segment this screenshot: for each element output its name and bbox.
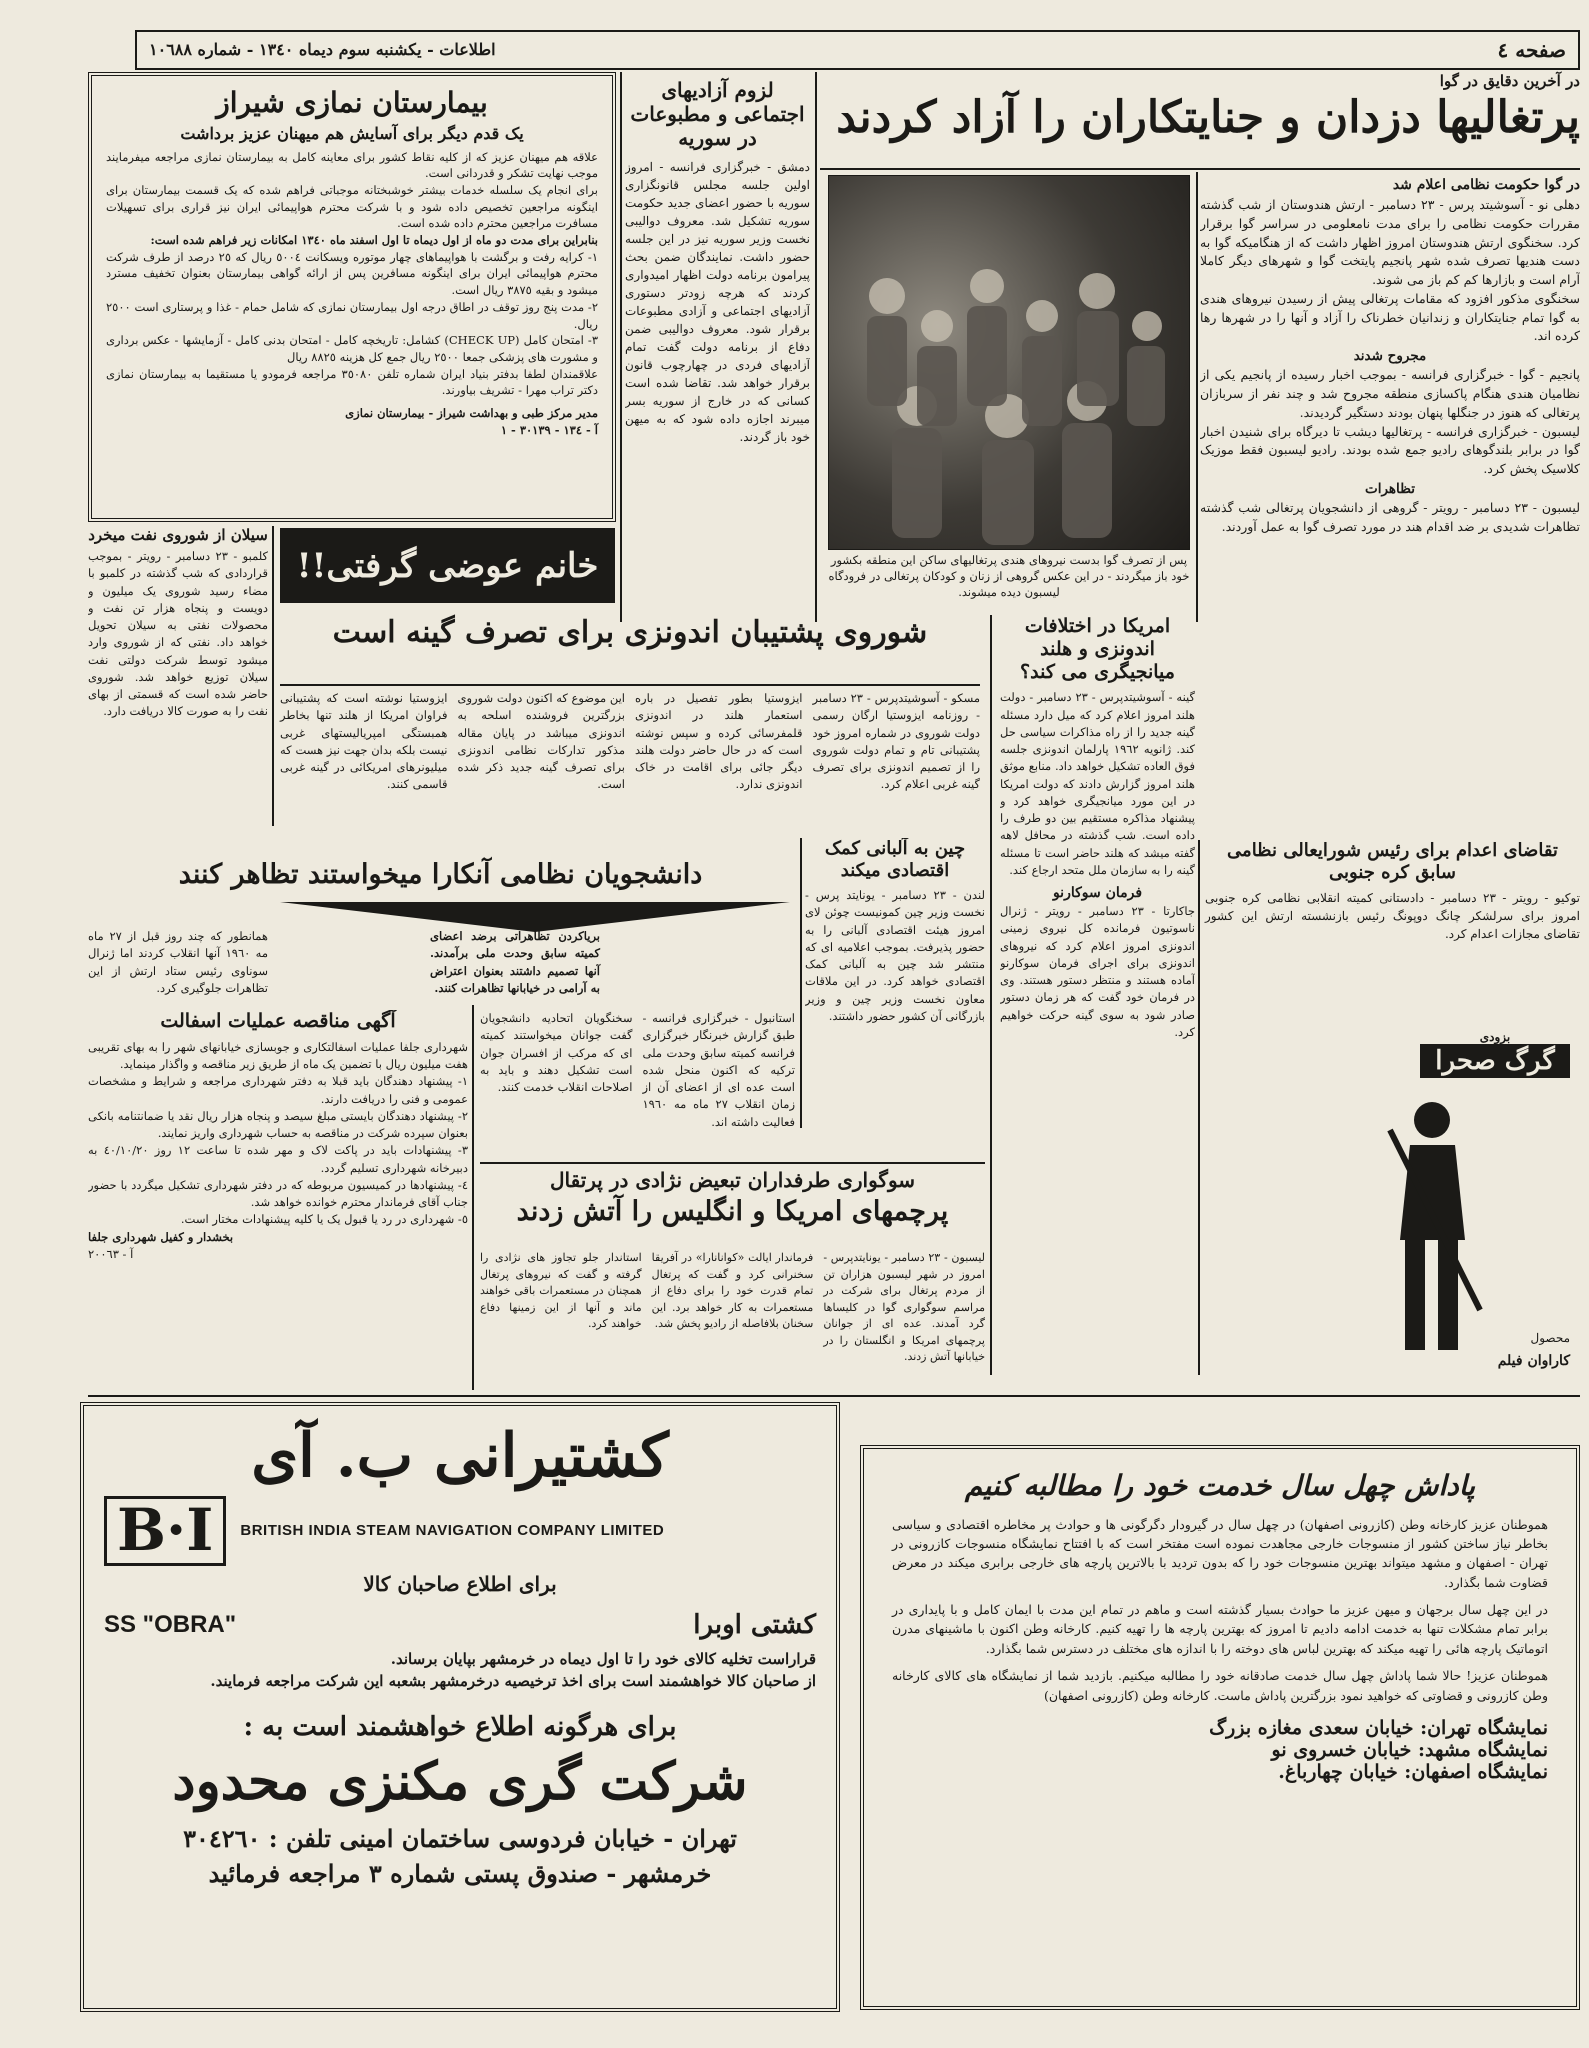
students-article	[480, 1010, 795, 1160]
ceylon-article	[88, 526, 268, 821]
hospital-title: بیمارستان نمازی شیراز	[216, 86, 488, 119]
movie-soon: بزودی	[1479, 1030, 1511, 1044]
hospital-p6: ٣- امتحان کامل (CHECK UP) کشامل: تاریخچه کامل - امتحان بدنی کامل - آزمایشها - عکس برداری و مشورت های پزشکی جمعا ٢٥٠٠ ریال جمع کل هزینه ٨٨٢٥ ریال	[106, 333, 598, 364]
portugal-headline-2: پرچمهای امریکا و انگلیس را آتش زدند	[516, 1196, 949, 1227]
america-text-2: جاکارتا - ۲۳ دسامبر - رویتر - ژنرال ناسوتیون فرمانده کل نیروی زمینی اندونزی امروز اعلام کرد که نیروهای اندونزی برای اجرای فرمان سوکارنو آماده هستند و منتظر دستور هستند. وی در فرمان خود گفت که هر زمان دستور صادر شود به سوی گینه حرکت خواهیم کرد.	[1000, 904, 1195, 1039]
movie-title: گرگ صحرا	[1420, 1044, 1570, 1078]
kazerooni-showroom-tehran: نمایشگاه تهران: خیابان سعدی مغازه بزرگ	[1209, 1716, 1548, 1739]
kazerooni-title: پاداش چهل سال خدمت خود را مطالبه کنیم	[964, 1469, 1476, 1502]
execution-article	[1205, 840, 1580, 1020]
goa-headline: پرتغالیها دزدان و جنایتکاران را آزاد کردند	[836, 92, 1580, 143]
bi-logo: B·I	[104, 1496, 226, 1566]
rule	[280, 684, 980, 686]
hospital-p3: بنابراین برای مدت دو ماه از اول دیماه تا اول اسفند ماه ١٣٤٠ امکانات زیر فراهم شده است:	[150, 233, 598, 248]
rule	[800, 838, 802, 1128]
kazerooni-showrooms	[892, 1717, 1548, 1783]
dateline: اطلاعات - یکشنبه سوم دیماه ١٣٤٠ - شماره ١٠٦٨٨	[149, 40, 496, 59]
bi-shipping-ad	[80, 1402, 840, 2012]
goa-subhead-martial-law: در گوا حکومت نظامی اعلام شد	[1392, 177, 1580, 193]
indonesia-col-3: این موضوع که اکنون دولت شوروی بزرگترین فروشنده اسلحه به اندونزی میباشد در پایان مقاله مذکور تدارکات نظامی اندونزی برای تصرف گینه جدید ذکر شده است.	[457, 691, 625, 792]
rule	[815, 72, 817, 622]
asphalt-p1: شهرداری جلفا عملیات اسفالتکاری و جوبسازی خیابانهای شهر را به بهای تقریبی هفت میلیون ریال با تضمین یک ماه از طریق زیر مناقصه و واگذار مینماید.	[88, 1039, 468, 1072]
rule	[480, 1162, 985, 1164]
ceylon-text: کلمبو - ۲۳ دسامبر - رویتر - بموجب قراردادی که شب گذشته در کلمبو با مضاء رسید شوروی یک میلیون و دویست و پنجاه هزار تن نفت و محصولات نفتی به سیلان تحویل خواهد داد. نفتی که از شوروی وارد میشود توسط شرکت دولتی نفت سیلان توزیع خواهد شد. شوروی حاضر شده است که قسمتی از بهای نفت را به صورت کالا دریافت دارد.	[88, 549, 268, 719]
ceylon-headline: سیلان از شوروی نفت میخرد	[88, 526, 268, 544]
bi-contact-intro: برای هرگونه اطلاع خواهشمند است به :	[243, 1711, 677, 1742]
kazerooni-p3: هموطنان عزیز! حالا شما پاداش چهل سال خدمت صادقانه خود را مطالبه میکنیم. بازدید شما از نمایشگاه های کالای کارخانه وطن کازرونی و قضاوتی که خواهید نمود بزرگترین پاداش ماست. کارخانه وطن (کازرونی اصفهان)	[892, 1668, 1548, 1703]
indonesia-article	[280, 690, 980, 835]
students-headline: دانشجویان نظامی آنکارا میخواستند تظاهر کنند	[178, 858, 703, 890]
execution-headline: تقاضای اعدام برای رئیس شورایعالی نظامی سابق کره جنوبی	[1227, 840, 1558, 883]
bi-agent: شرکت گری مکنزی محدود	[172, 1750, 748, 1812]
asphalt-p5: ٤- پیشنهادها در کمیسیون مربوطه که در دفتر شهرداری تشکیل میگردد با حضور جناب آقای فرماندار محترم خوانده خواهد شد.	[88, 1177, 468, 1210]
goa-headline-block	[820, 72, 1580, 172]
syria-text: دمشق - خبرگزاری فرانسه - امروز اولین جلسه مجلس قانونگزاری سوریه با حضور اعضای جدید حکومت سوریه تشکیل شد. معروف دوالیبی نخست وزیر سوریه نیز در این جلسه حضور داشت. نمایندگان ضمن بحث پیرامون برنامه دولت اظهار امیدواری کردند که هرچه زودتر دستوری آزادیهای اجتماعی و آزادی مطبوعات برقرار شود. معروف دوالیبی ضمن دفاع از برنامه دولت گفت تمام آزادیهای فردی در چهارچوب قانون برقرار خواهد شد. تقاضا شده است کسانی که در خارج از سوریه بسر میبرند اجازه داده شود که به میهن خود باز گردند.	[625, 160, 810, 444]
bi-line-2: از صاحبان کالا خواهشمند است برای اخذ ترخیصیه درخرمشهر بشعبه این شرکت مراجعه فرمایند.	[210, 1671, 816, 1690]
asphalt-p6: ٥- شهرداری در رد یا قبول یک یا کلیه پیشنهادات مختار است.	[180, 1212, 468, 1227]
rule	[272, 526, 274, 826]
khanoom-ad-text: خانم عوضی گرفتی!!	[296, 545, 599, 586]
hospital-subtitle: یک قدم دیگر برای آسایش هم میهنان عزیز برداشت	[180, 123, 524, 143]
rule	[472, 1005, 474, 1390]
rule	[1198, 840, 1200, 1375]
goa-subhead-wounded: مجروح شدند	[1353, 348, 1427, 364]
hospital-p1: علاقه هم میهنان عزیز که از کلیه نقاط کشور برای معاینه کامل به بیمارستان نمازی مراجعه میفرمایند موجب نهایت تشکر و قدردانی است.	[106, 149, 598, 181]
asphalt-p3: ٢- پیشنهاد دهندگان بایستی مبلغ سیصد و پنجاه هزار ریال نقد یا ضمانتنامه بانکی بعنوان سپرده شرکت در مناقصه به حساب شهرداری واریز نمایند.	[88, 1108, 468, 1141]
indonesia-col-1: مسکو - آسوشیتدپرس - ۲۳ دسامبر - روزنامه ایزوستیا ارگان رسمی دولت شوروی در شماره امروز خود پشتیبانی تام و تمام دولت شوروی را از تصمیم اندونزی برای تصرف گینه غربی اعلام کرد.	[812, 691, 980, 792]
students-lead-1: بریاکردن تظاهراتی برضد اعضای کمیته سابق وحدت ملی برآمدند. آنها تصمیم داشتند بعنوان اعتراض به آرامی در خیابانها تظاهرات کنند.	[430, 929, 600, 995]
students-text-1: استانبول - خبرگزاری فرانسه - طبق گزارش خبرنگار خبرگزاری فرانسه کمیته سابق وحدت ملی ترکیه که اکنون منحل شده است عده ای از اعضای آن از زمان انقلاب ٢٧ ماه مه ١٩٦٠ فعالیت داشته اند.	[642, 1011, 796, 1129]
china-headline: چین به آلبانی کمک اقتصادی میکند	[824, 838, 966, 881]
portugal-text-2: فرماندار ایالت «کوانانارا» در آفریقا سخنرانی کرد و گفت که پرتغال تمام قدرت خود را برای دفاع از مستعمرات به کار خواهد برد. این سخنان بلافاصله از رادیو پخش شد.	[651, 1251, 814, 1330]
rule	[620, 72, 622, 622]
movie-product-label: محصول	[1530, 1331, 1570, 1345]
students-headline-block	[88, 845, 793, 905]
indonesia-col-2: ایزوستیا بطور تفصیل در باره استعمار هلند در اندونزی قلمفرسائی کرده و سپس نوشته است که در حال حاضر دولت هلند دیگر جائی برای اقامت در خاک اندونزی ندارد.	[635, 691, 803, 792]
kazerooni-showroom-mashhad: نمایشگاه مشهد: خیابان خسروی نو	[1271, 1738, 1548, 1761]
bi-ship-fa: کشتی اوبرا	[693, 1609, 816, 1640]
bi-line-1: قراراست تخلیه کالای خود را تا اول دیماه در خرمشهر بپایان برساند.	[390, 1649, 816, 1668]
kazerooni-showroom-isfahan: نمایشگاه اصفهان: خیابان چهارباغ.	[1278, 1760, 1548, 1783]
china-text: لندن - ۲۳ دسامبر - یونایتد پرس - نخست وزیر چین کمونیست چوئن لای امروز هیئت اقتصادی آلبانی را به حضور پذیرفت. بموجب اعلامیه ای که منتشر شد چین به آلبانی کمک اقتصادی خواهد کرد. در این ملاقات معاون نخست وزیر چین و وزیر بازرگانی آن کشور حضور داشتند.	[805, 888, 985, 1023]
kazerooni-p1: هموطنان عزیز کارخانه وطن (کازرونی اصفهان) در چهل سال در گیرودار دگرگونی ها و حوادث پر مخاطره اقتصادی و سیاسی بخاطر نیاز ساختن کشور از منسوجات خارجی مجاهدت نموده است مفتخر است که با افتتاح نمایشگاه منسوجات کازرونی در تهران - اصفهان و مشهد میتواند بهترین منسوجات خود را که بدون تردید با بالاترین پارچه های خارجی برابری میکند در معرض قضاوت شما بگذارد.	[892, 1516, 1548, 1590]
hospital-ref: آ - ١٣٤ - ٣٠١٣٩ - ١	[500, 422, 598, 437]
hospital-p4: ١- کرایه رفت و برگشت با هواپیماهای چهار موتوره ویسکانت ٥٠٠٤ ریال که ٢٥ درصد از طرف شرکت محترم هواپیمائی ایران برای اینگونه مسافرین پس از ارائه گواهی بیمارستان بعنوان تخفیف مسترد میشود و بقیه ٣٨٧٥ ریال است.	[106, 249, 598, 298]
asphalt-signature: بخشدار و کفیل شهرداری جلفا	[88, 1229, 234, 1244]
hospital-ad	[88, 72, 616, 522]
goa-photo-caption: پس از تصرف گوا بدست نیروهای هندی پرتغالیهای ساکن این منطقه بکشور خود باز میگردند - در این عکس گروهی از زنان و کودکان پرتغالی در فرودگاه لیسبون دیده میشوند.	[828, 553, 1190, 600]
indonesia-col-4: ایزوستیا نوشته است که پشتیبانی فراوان امریکا از هلند تنها بخاطر همبستگی امپریالیستهای غربی نیست بلکه بدان جهت نیز هست که میلیونرهای امریکائی در گینه غربی قاسمی کنند.	[280, 691, 448, 792]
goa-text-1: دهلی نو - آسوشیتد پرس - ۲۳ دسامبر - ارتش هندوستان از شب گذشته مقررات حکومت نظامی را برای مدت نامعلومی در سراسر گوا برقرار کرد. سخنگوی ارتش هندوستان امروز اظهار داشت که از هنگامیکه گوا به دست هندیها تصرف شده شهر پانجیم پایتخت گوا و شهرهای دیگر کاملا آرام است و بازارها کم کم باز می شوند.	[1200, 197, 1580, 287]
hospital-signature: مدیر مرکز طبی و بهداشت شیراز - بیمارستان نمازی	[345, 405, 598, 420]
bi-title-fa: کشتیرانی ب. آی	[251, 1421, 669, 1491]
portugal-article	[480, 1250, 985, 1385]
rule	[990, 615, 992, 1375]
syria-headline: لزوم آزادیهای اجتماعی و مطبوعات در سوریه	[630, 78, 805, 150]
goa-refugees-photo	[828, 175, 1190, 550]
bi-logo-row	[104, 1496, 816, 1566]
goa-kicker: در آخرین دقایق در گوا	[1439, 72, 1580, 90]
goa-text-4: لیسبون - خبرگزاری فرانسه - پرتغالیها دیشب تا دیرگاه برای شنیدن اخبار گوا در برابر بلندگوهای رادیو جمع شده بودند. رادیو لیسبون فقط موزیک کلاسیک پخش کرد.	[1200, 423, 1580, 476]
america-article	[1000, 615, 1195, 1375]
students-lead-2: همانطور که چند روز قبل از ۲۷ ماه مه ١٩٦٠ آنها انقلاب کردند اما ژنرال سوناوی رئیس ستاد ارتش از این تظاهرات جلوگیری کرد.	[88, 929, 268, 995]
asphalt-ref: آ - ٢٠٠٦٣	[88, 1246, 134, 1261]
america-headline: امریکا در اختلافات اندونزی و هلند میانجیگری می کند؟	[1020, 615, 1175, 683]
portugal-headline-1: سوگواری طرفداران تبعیض نژادی در پرتقال	[549, 1168, 916, 1192]
america-subhead: فرمان سوکارنو	[1052, 885, 1143, 902]
america-text: گینه - آسوشیتدپرس - ۲۳ دسامبر - دولت هلند امروز اعلام کرد که میل دارد مسئله گینه جدید را از راه مذاکرات سیاسی حل کند. ژانویه ١٩٦٢ پارلمان اندونزی جلسه فوق العاده تشکیل خواهد داد. منابع موثق هلند امروز گزارش دادند که دولت امریکا در این مورد میانجیگری خواهد کرد و پیشنهاد مذاکره مستقیم بین دو طرف را داده است. شب گذشته در محافل لاهه گفته میشد که هلند حاضر است تا مسئله گینه را به سازمان ملل متحد ارجاع کند.	[1000, 690, 1195, 877]
hospital-p2: برای انجام یک سلسله خدمات بیشتر خوشبختانه موجباتی فراهم شده که یک قسمت بیمارستان برای اینگونه مراجعین تخصیص داده شود و با شرکت محترم هواپیمائی ایران نیز قراری برای تسهیلات مسافرت مراجعین محترم داده شده است.	[106, 183, 598, 231]
portugal-text-3: استاندار جلو تجاوز های نژادی را گرفته و گفت که نیروهای پرتغال همچنان در مستعمرات باقی خواهند ماند و آنها از این زمینها دفاع خواهند کرد.	[480, 1251, 642, 1330]
kazerooni-p2: در این چهل سال برجهان و میهن عزیز ما حوادث بسیار گذشته است و ماهم در تمام این مدت با ایمان کامل و با پایداری در برابر تمام مشکلات تنها به خدمت ادامه دادیم تا امروز که بهترین پارچه ها را تهیه کنیم. کارخانه وطن اکنون با ماشینهای مدرن اتوماتیک پارچه هائی را تهیه میکند که بهترین لباس های دوخته را با اندازه های مختلف در دسترس شما بگذارد.	[892, 1602, 1548, 1656]
asphalt-p2: ١- پیشنهاد دهندگان باید قبلا به دفتر شهرداری مراجعه و شرایط و مشخصات عمومی و فنی را دریافت دارند.	[88, 1074, 468, 1106]
bi-address-2: خرمشهر - صندوق پستی شماره ٣ مراجعه فرمائید	[208, 1859, 712, 1889]
rule	[88, 1395, 1580, 1397]
bi-address-1: تهران - خیابان فردوسی ساختمان امینی تلفن : ٣٠٤٢٦٠	[183, 1824, 737, 1854]
bi-company-name: BRITISH INDIA STEAM NAVIGATION COMPANY LIMITED	[240, 1522, 665, 1540]
indonesia-headline-block	[280, 615, 980, 675]
rule	[820, 168, 1580, 170]
khanoom-movie-ad	[280, 528, 615, 603]
hospital-p5: ٢- مدت پنج روز توقف در اطاق درجه اول بیمارستان نمازی که شامل حمام - غذا و پرستاری است ٢٥٠٠ ریال.	[106, 299, 598, 331]
asphalt-title: آگهی مناقصه عملیات اسفالت	[160, 1010, 396, 1032]
goa-article	[1200, 175, 1580, 835]
soldier-figure-icon	[1370, 1090, 1490, 1360]
goa-subhead-demonstrations: تظاهرات	[1365, 480, 1415, 497]
bi-ship-row	[104, 1610, 816, 1640]
execution-text: توکیو - رویتر - ۲۳ دسامبر - دادستانی کمیته انقلابی نظامی کره جنوبی امروز برای سرلشکر چانگ دوپونگ رئیس بازنشسته ارتش این کشور تقاضای مجازات اعدام کرد.	[1205, 891, 1580, 942]
hospital-p7: علاقمندان لطفا بدفتر بنیاد ایران شماره تلفن ٣٥٠٨٠ مراجعه فرمودو یا مستقیما به بیمارستان نمازی دکتر تراب مهرا - تشریف بیاورند.	[106, 366, 598, 398]
portugal-text-1: لیسبون - ۲۳ دسامبر - یونایتدپرس - امروز در شهر لیسبون هزاران تن از مردم پرتغال برای شرکت در مراسم سوگواری گوا در کلیساها گرد آمدند. عده ای از جوانان پرچمهای امریکا و انگلستان را در خیابانها آتش زدند.	[823, 1251, 985, 1363]
portugal-headline-block	[480, 1168, 985, 1248]
masthead	[135, 30, 1580, 70]
rule	[1196, 172, 1198, 622]
asphalt-tender-ad	[88, 1010, 468, 1390]
indonesia-headline: شوروی پشتیبان اندونزی برای تصرف گینه است	[332, 615, 928, 650]
movie-studio: کاراوان فیلم	[1497, 1353, 1570, 1369]
goa-text-3: پانجیم - گوا - خبرگزاری فرانسه - بموجب اخبار رسیده از پانجیم یکی از نظامیان هندی هنگام پاکسازی منطقه مجروح شد و چند نفر از سربازان پرتغالی که هنوز در جنگلها پنهان بودند دستگیر گردیدند.	[1200, 367, 1580, 420]
goa-text-2: سخنگوی مذکور افزود که مقامات پرتغالی پیش از رسیدن نیروهای هندی به گوا تمام جنایتکاران و زندانیان خطرناک را آزاد و آنها را در شهرها رها کرده اند.	[1200, 290, 1580, 344]
students-text-2: سخنگویان اتحادیه دانشجویان گفت جوانان میخواستند کمیته ای که مرکب از افسران جوان است تشکیل دهند و باید به اصلاحات انقلاب خدمت کنند.	[480, 1011, 633, 1094]
bi-notice: برای اطلاع صاحبان کالا	[363, 1571, 557, 1596]
kazerooni-textile-ad	[860, 1445, 1580, 2010]
page-number: صفحه ٤	[1497, 38, 1566, 62]
goa-text-5: لیسبون - ۲۳ دسامبر - رویتر - گروهی از دانشجویان پرتغالی شب گذشته تظاهرات شدیدی بر ضد اقدام هند در مورد تصرف گوا به عمل آوردند.	[1200, 500, 1580, 534]
bi-ship-en: SS "OBRA"	[104, 1610, 237, 1638]
gorg-sahra-movie-ad	[1350, 1030, 1580, 1375]
syria-article	[625, 78, 810, 623]
crowd-photo-icon	[827, 176, 1189, 551]
asphalt-p4: ٣- پیشنهادات باید در پاکت لاک و مهر شده تا ساعت ١٢ روز ٤٠/١٠/٢٠ به دبیرخانه شهرداری تسلیم گردد.	[88, 1143, 468, 1175]
